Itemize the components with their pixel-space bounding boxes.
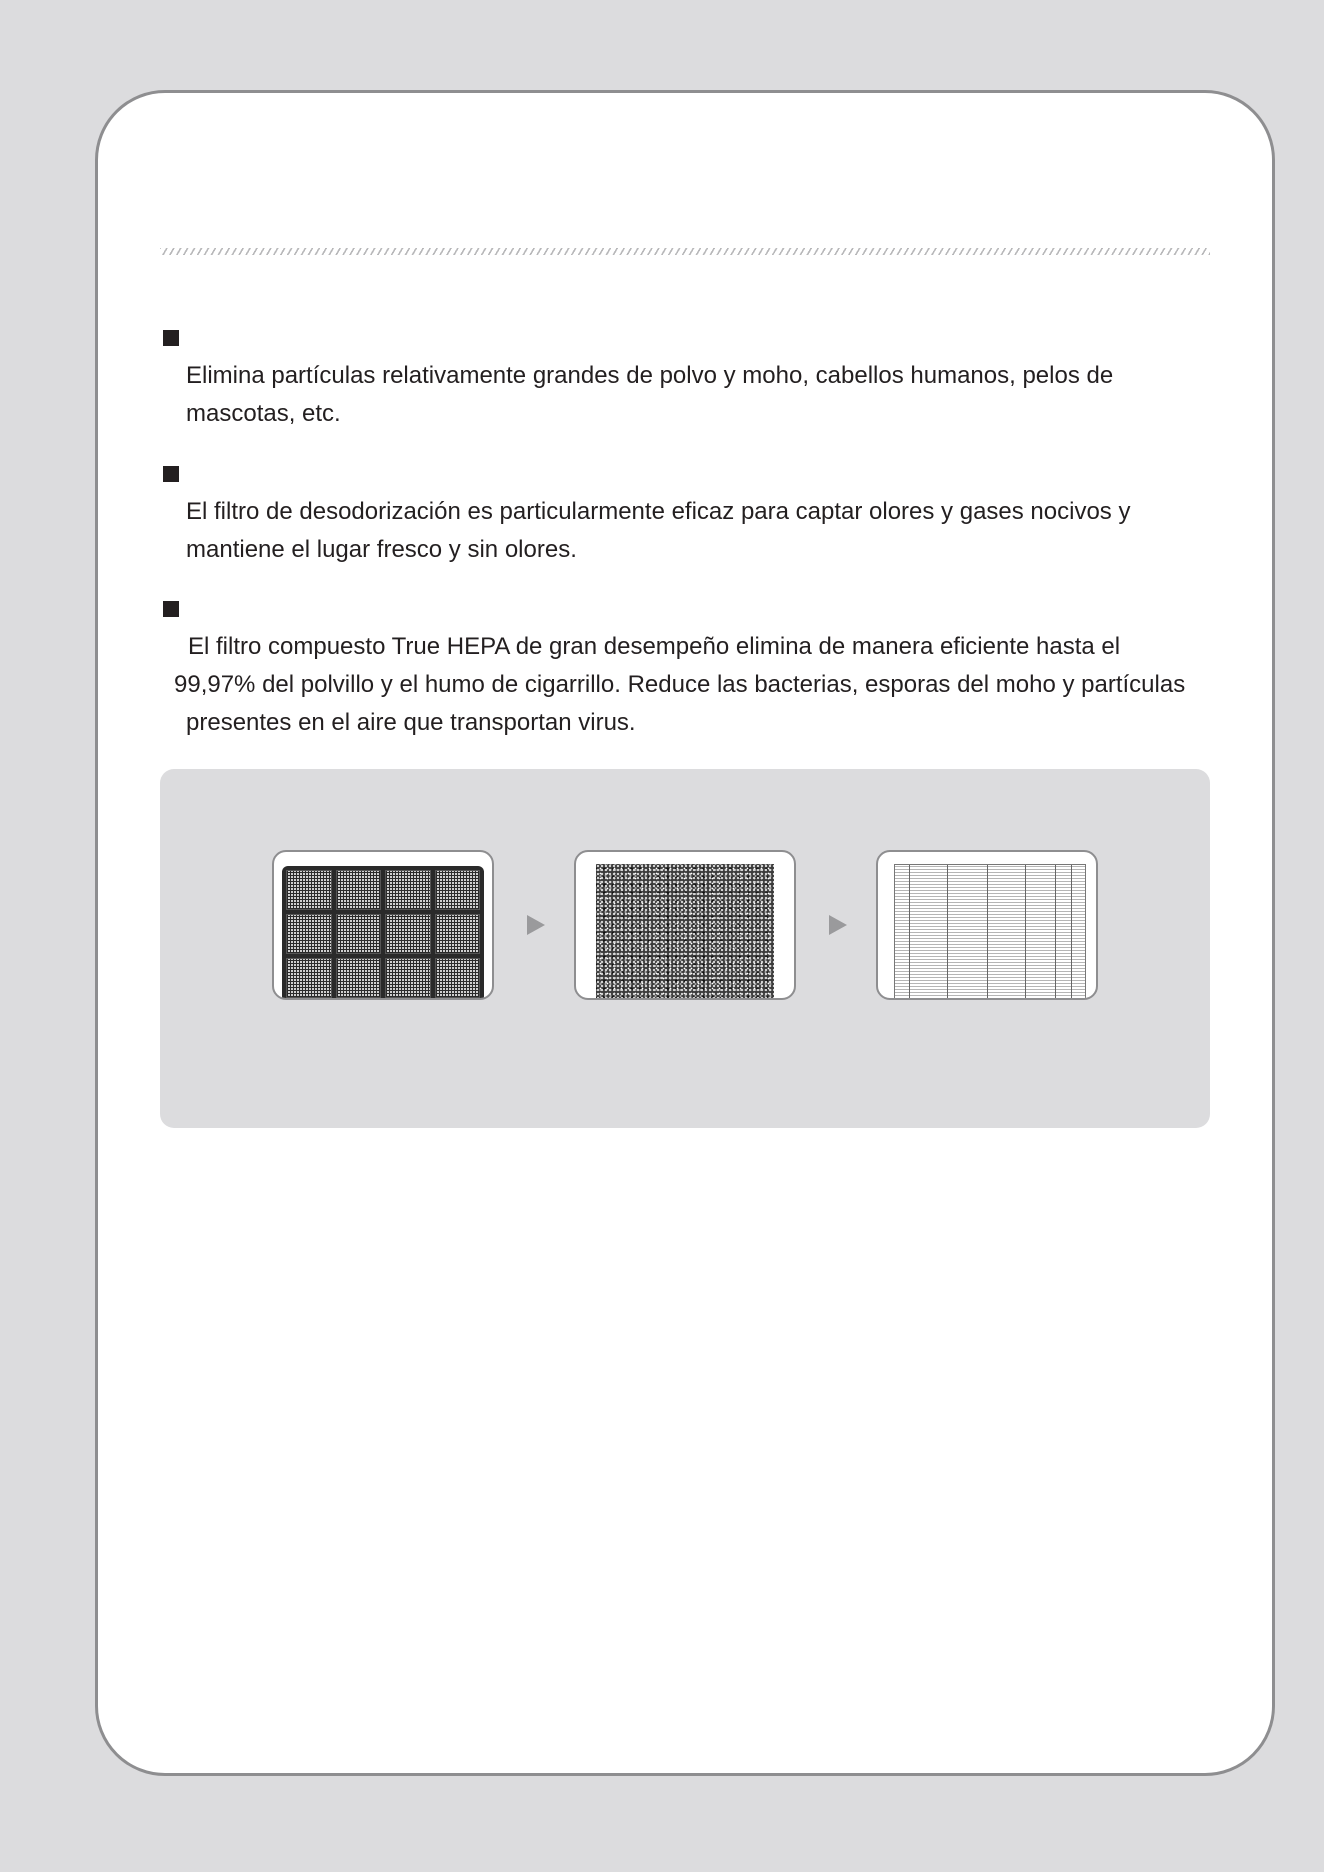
true-hepa-filter-illustration [876, 850, 1098, 1000]
square-bullet-icon [163, 466, 179, 482]
filter-diagram-panel [160, 769, 1210, 1128]
pre-filter-mesh [282, 866, 484, 1000]
text-line: presentes en el aire que transportan virus. [186, 709, 636, 736]
section-description [174, 628, 1226, 742]
hepa-pleats [894, 864, 1086, 1000]
triangle-right-icon [527, 915, 545, 935]
text-line: El filtro de desodorización es particularmente eficaz para captar olores y gases nocivos y [186, 498, 1131, 525]
text-line: mantiene el lugar fresco y sin olores. [186, 536, 577, 563]
square-bullet-icon [163, 601, 179, 617]
section-description [186, 493, 1226, 569]
pre-filter-illustration [272, 850, 494, 1000]
deodorization-filter-illustration [574, 850, 796, 1000]
triangle-right-icon [829, 915, 847, 935]
text-line: mascotas, etc. [186, 400, 341, 427]
carbon-texture [596, 864, 774, 1000]
text-line: El filtro compuesto True HEPA de gran desempeño elimina de manera eficiente hasta el [188, 633, 1121, 660]
text-line: 99,97% del polvillo y el humo de cigarrillo. Reduce las bacterias, esporas del moho y partículas [174, 671, 1186, 698]
hatched-divider [160, 248, 1210, 255]
text-line: Elimina partículas relativamente grandes de polvo y moho, cabellos humanos, pelos de [186, 362, 1114, 389]
section-description [186, 357, 1226, 433]
square-bullet-icon [163, 330, 179, 346]
